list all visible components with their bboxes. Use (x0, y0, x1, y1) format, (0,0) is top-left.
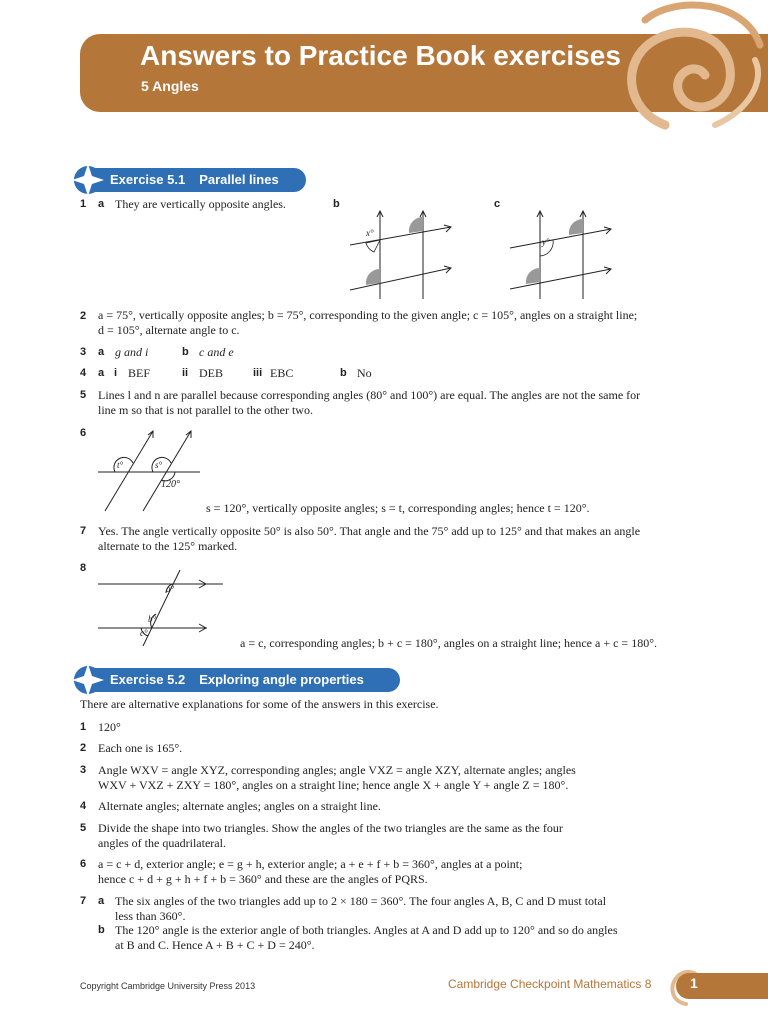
answer-text: No (357, 366, 372, 380)
answer-text: line m so that is not parallel to the other two. (98, 403, 313, 417)
answer-text: Lines l and n are parallel because corresponding angles (80° and 100°) are equal. The angles are not the same for (98, 388, 641, 402)
part-label: a (98, 367, 105, 379)
copyright-text: Copyright Cambridge University Press 2013 (80, 981, 256, 991)
answer-text: less than 360°. (115, 909, 186, 923)
answer-text: WXV + VXZ + ZXY = 180°, angles on a straight line; hence angle X + angle Y + angle Z = 180°. (98, 778, 569, 792)
question-number: 1 (80, 198, 87, 210)
angle-y-label: y° (542, 237, 550, 247)
answer-text: The six angles of the two triangles add up to 2 × 180 = 360°. The four angles A, B, C and D must total (115, 894, 607, 908)
answer-text: at B and C. Hence A + B + C + D = 240°. (115, 938, 315, 952)
intro-text: There are alternative explanations for some of the answers in this exercise. (80, 697, 439, 711)
question-number: 7 (80, 895, 87, 907)
answer-text: DEB (199, 366, 223, 380)
part-label: b (98, 924, 105, 936)
exercise-title: Exploring angle properties (199, 672, 364, 687)
parallel-lines-diagram-b (345, 203, 460, 303)
question-number: 5 (80, 389, 87, 401)
question-number: 8 (80, 562, 87, 574)
answer-text: a = c + d, exterior angle; e = g + h, exterior angle; a + e + f + b = 360°, angles at a point; (98, 857, 523, 871)
answer-text: Angle WXV = angle XYZ, corresponding angles; angle VXZ = angle XZY, alternate angles; angles (98, 763, 576, 777)
question-number: 4 (80, 800, 87, 812)
answer-text: 120° (98, 720, 121, 734)
exercise-5-1-heading (74, 168, 306, 192)
part-label: c (494, 198, 501, 210)
question-number: 2 (80, 310, 87, 322)
part-label: a (98, 198, 105, 210)
page-title: Answers to Practice Book exercises (140, 40, 621, 71)
answer-text: s = 120°, vertically opposite angles; s = t, corresponding angles; hence t = 120°. (206, 501, 590, 515)
answer-text: angles of the quadrilateral. (98, 836, 226, 850)
page-subtitle: 5 Angles (141, 78, 199, 94)
answer-text: c and e (199, 345, 234, 359)
question-number: 1 (80, 721, 87, 733)
star-icon (68, 160, 108, 200)
angle-x-label: x° (366, 228, 374, 238)
answer-text: The 120° angle is the exterior angle of both triangles. Angles at A and D add up to 120° and so do angles (115, 923, 618, 937)
part-label: b (333, 198, 340, 210)
angle-s-label: s° (155, 460, 163, 470)
angle-a-label: a° (166, 584, 175, 594)
part-label: b (340, 367, 347, 379)
parallel-lines-diagram-c (505, 203, 620, 303)
swirl-logo-icon (605, 0, 768, 130)
part-label: iii (253, 367, 263, 379)
answer-text: a = c, corresponding angles; b + c = 180°, angles on a straight line; hence a + c = 180°. (240, 636, 657, 650)
question-number: 5 (80, 822, 87, 834)
star-icon (68, 660, 108, 700)
transversal-diagram-q6 (95, 425, 205, 515)
angle-120-label: 120° (161, 479, 180, 490)
answer-text: They are vertically opposite angles. (115, 197, 286, 211)
question-number: 6 (80, 427, 87, 439)
part-label: a (98, 895, 105, 907)
part-label: ii (182, 367, 189, 379)
page-number: 1 (690, 975, 698, 991)
answer-text: BEF (128, 366, 151, 380)
angle-b-label: b° (148, 614, 157, 624)
answer-text: Divide the shape into two triangles. Show the angles of the two triangles are the same as the four (98, 821, 563, 835)
part-label: b (182, 346, 189, 358)
answer-text: d = 105°, alternate angle to c. (98, 323, 240, 337)
exercise-title: Parallel lines (199, 172, 279, 187)
answer-text: g and i (115, 345, 149, 359)
answer-text: hence c + d + g + h + f + b = 360° and these are the angles of PQRS. (98, 872, 428, 886)
angle-c-label: c° (140, 628, 148, 638)
question-number: 3 (80, 346, 87, 358)
question-number: 7 (80, 525, 87, 537)
answer-text: EBC (270, 366, 294, 380)
question-number: 2 (80, 742, 87, 754)
answer-text: Alternate angles; alternate angles; angles on a straight line. (98, 799, 381, 813)
question-number: 4 (80, 367, 87, 379)
exercise-5-2-heading (74, 668, 400, 692)
answer-text: Yes. The angle vertically opposite 50° is also 50°. That angle and the 75° add up to 125° and that makes an angle (98, 524, 641, 538)
angle-t-label: t° (117, 460, 124, 470)
exercise-badge: Exercise 5.1 (110, 172, 186, 187)
parallel-lines-diagram-q8 (95, 568, 230, 648)
part-label: i (114, 367, 118, 379)
exercise-badge: Exercise 5.2 (110, 672, 186, 687)
answer-text: a = 75°, vertically opposite angles; b = 75°, corresponding to the given angle; c = 105°, angles on a straight line; (98, 308, 638, 322)
question-number: 6 (80, 858, 87, 870)
book-title: Cambridge Checkpoint Mathematics 8 (448, 977, 652, 991)
answer-text: alternate to the 125° marked. (98, 539, 238, 553)
part-label: a (98, 346, 105, 358)
answer-text: Each one is 165°. (98, 741, 183, 755)
question-number: 3 (80, 764, 87, 776)
